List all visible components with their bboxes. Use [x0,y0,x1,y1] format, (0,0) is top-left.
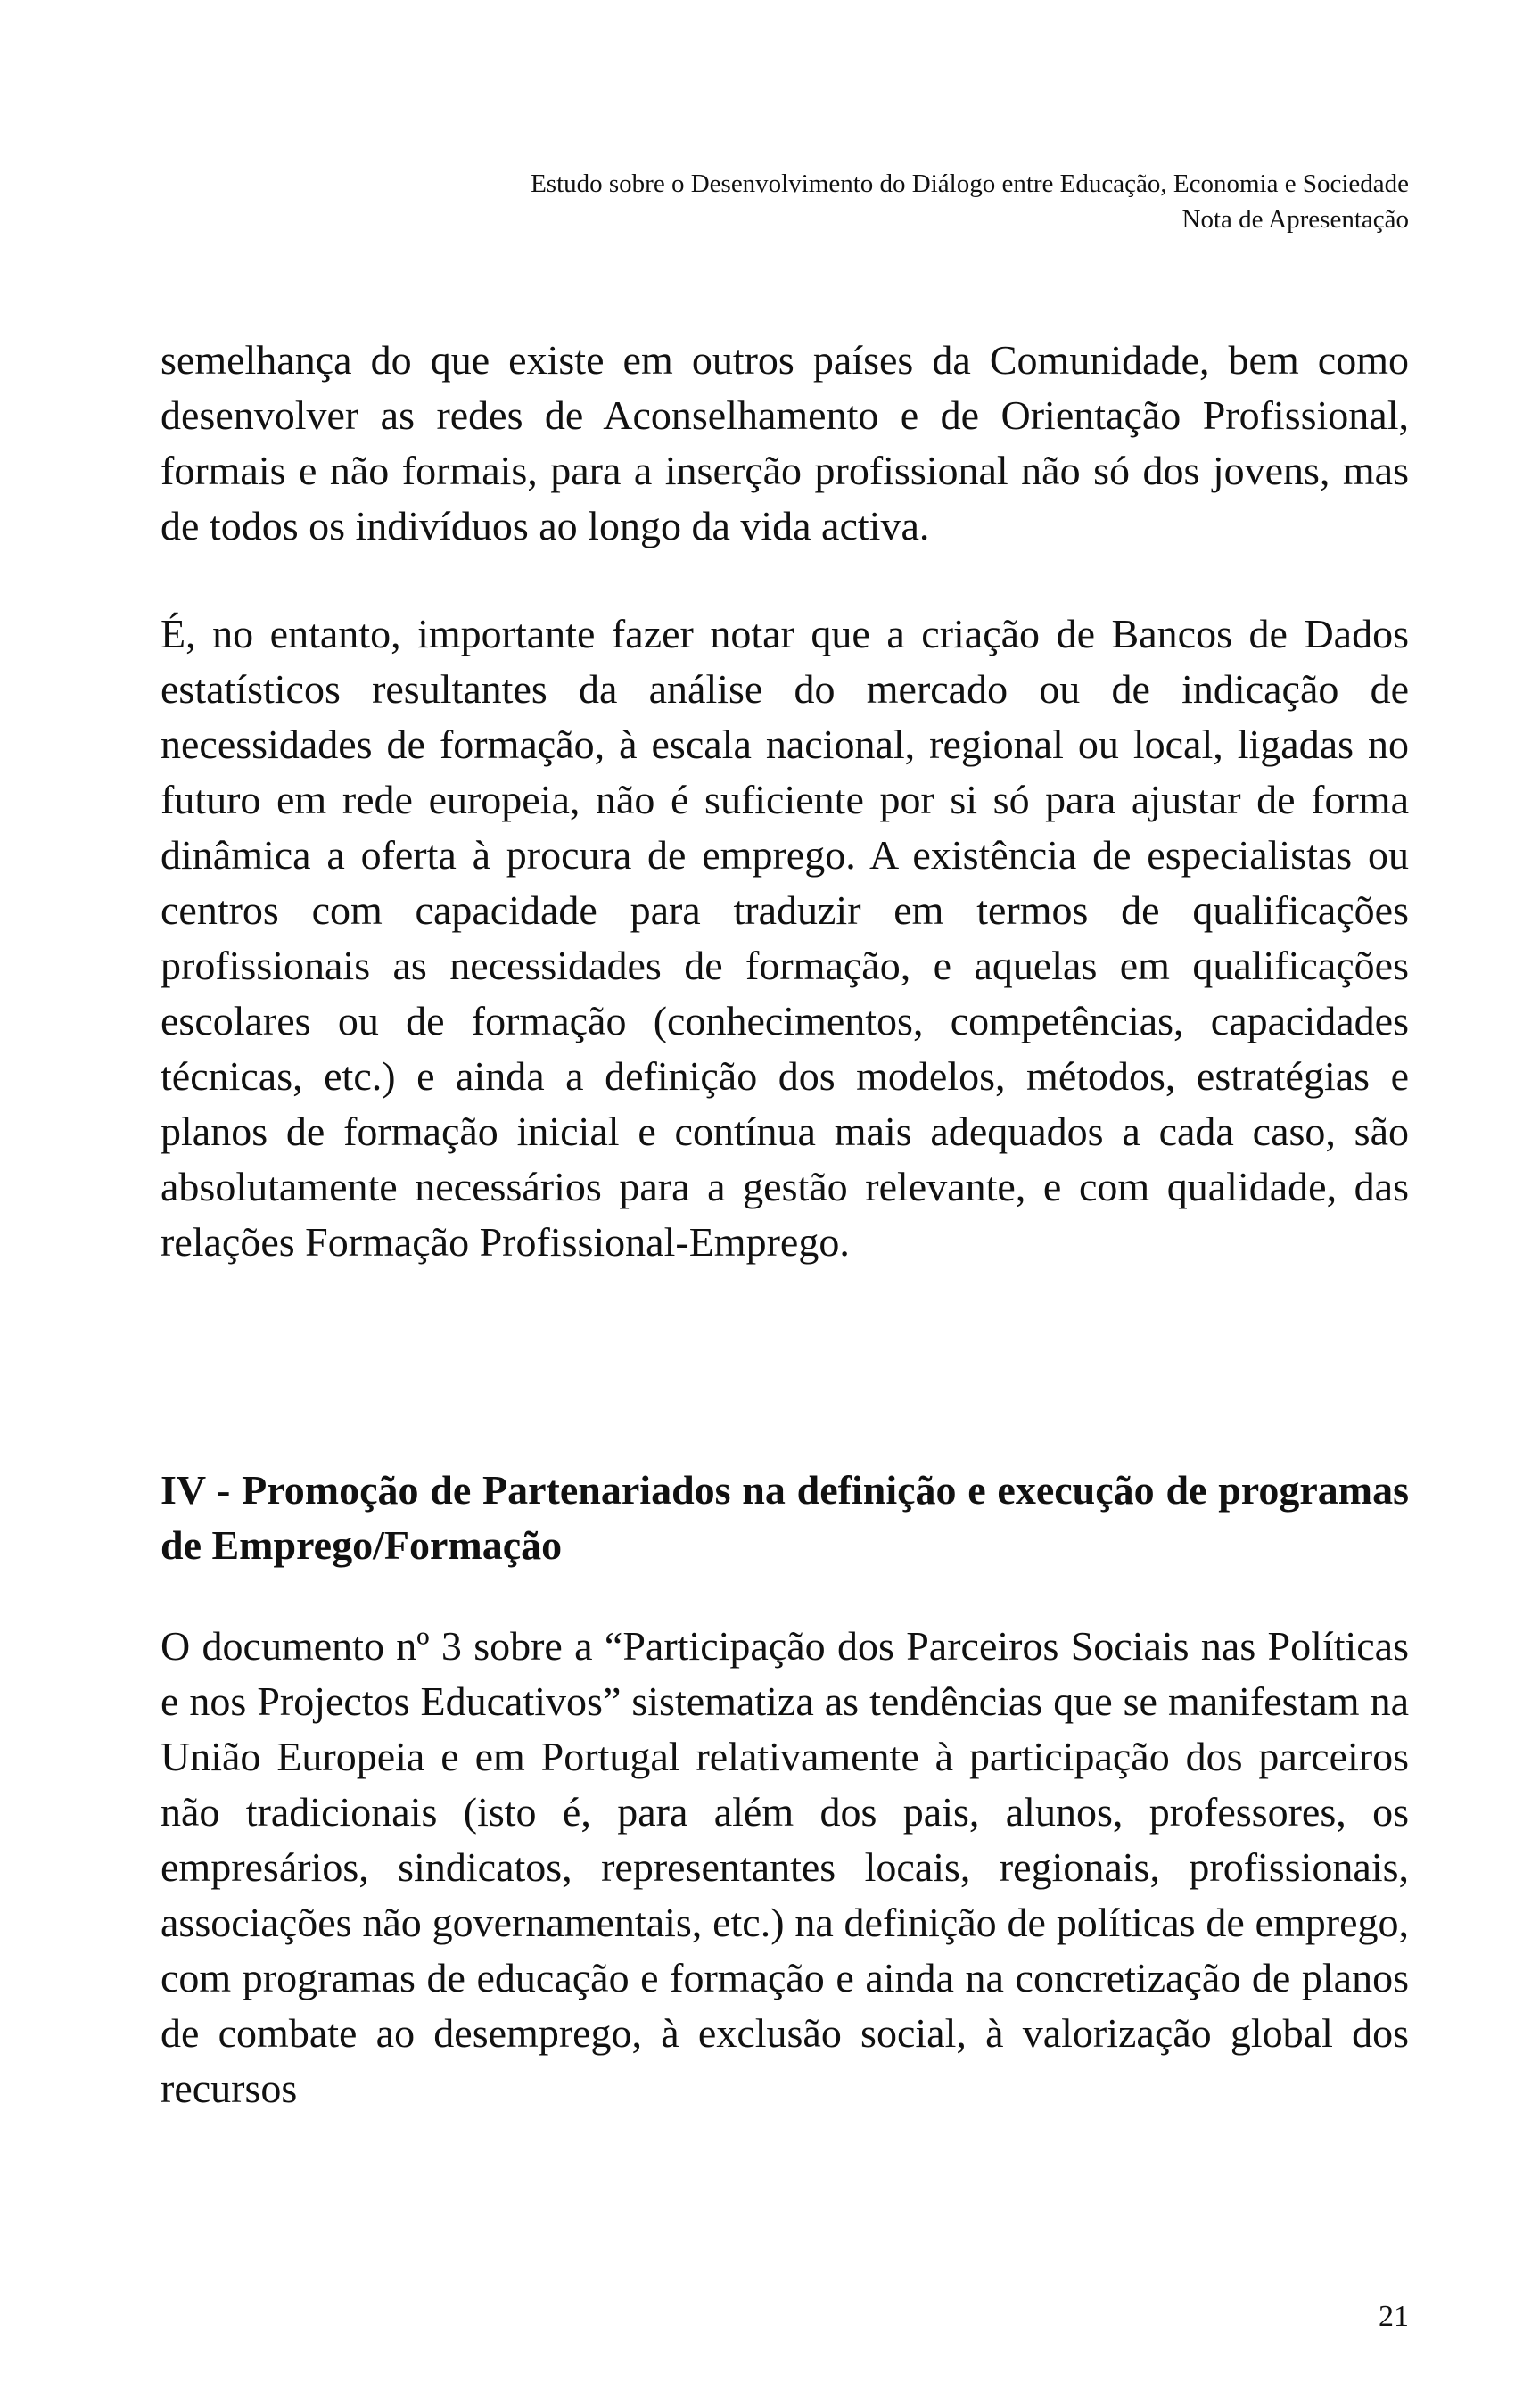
paragraph-3: O documento nº 3 sobre a “Participação dos Parceiros Sociais nas Políticas e nos Projectos Educativos” sistematiza as tendências que se manifestam na União Europeia e em Portugal relativamente à participação dos parceiros não tradicionais (isto é, para além dos pais, alunos, professores, os empresários, sindicatos, representantes locais, regionais, profissionais, associações não governamentais, etc.) na definição de políticas de emprego, com programas de educação e formação e ainda na concretização de planos de combate ao desemprego, à exclusão social, à valorização global dos recursos [161,1623,1409,2111]
paragraph-2: É, no entanto, importante fazer notar que a criação de Bancos de Dados estatísticos resultantes da análise do mercado ou de indicação de necessidades de formação, à escala nacional, regional ou local, ligadas no futuro em rede europeia, não é suficiente por si só para ajustar de forma dinâmica a oferta à procura de emprego. A existência de especialistas ou centros com capacidade para traduzir em termos de qualificações profissionais as necessidades de formação, e aquelas em qualificações escolares ou de formação (conhecimentos, competências, capacidades técnicas, etc.) e ainda a definição dos modelos, métodos, estratégias e planos de formação inicial e contínua mais adequados a cada caso, são absolutamente necessários para a gestão relevante, e com qualidade, das relações Formação Profissional-Emprego. [161,611,1409,1265]
section-heading: IV - Promoção de Partenariados na definição e execução de programas de Emprego/Formação [161,1467,1409,1568]
page-number: 21 [1379,2300,1409,2333]
header-subtitle: Nota de Apresentação [1181,205,1409,234]
paragraph-1: semelhança do que existe em outros países da Comunidade, bem como desenvolver as redes de Aconselhamento e de Orientação Profissional, formais e não formais, para a inserção profissional não só dos jovens, mas de todos os indivíduos ao longo da vida activa. [161,337,1409,548]
running-header [531,166,1409,237]
header-title: Estudo sobre o Desenvolvimento do Diálogo entre Educação, Economia e Sociedade [531,169,1409,198]
